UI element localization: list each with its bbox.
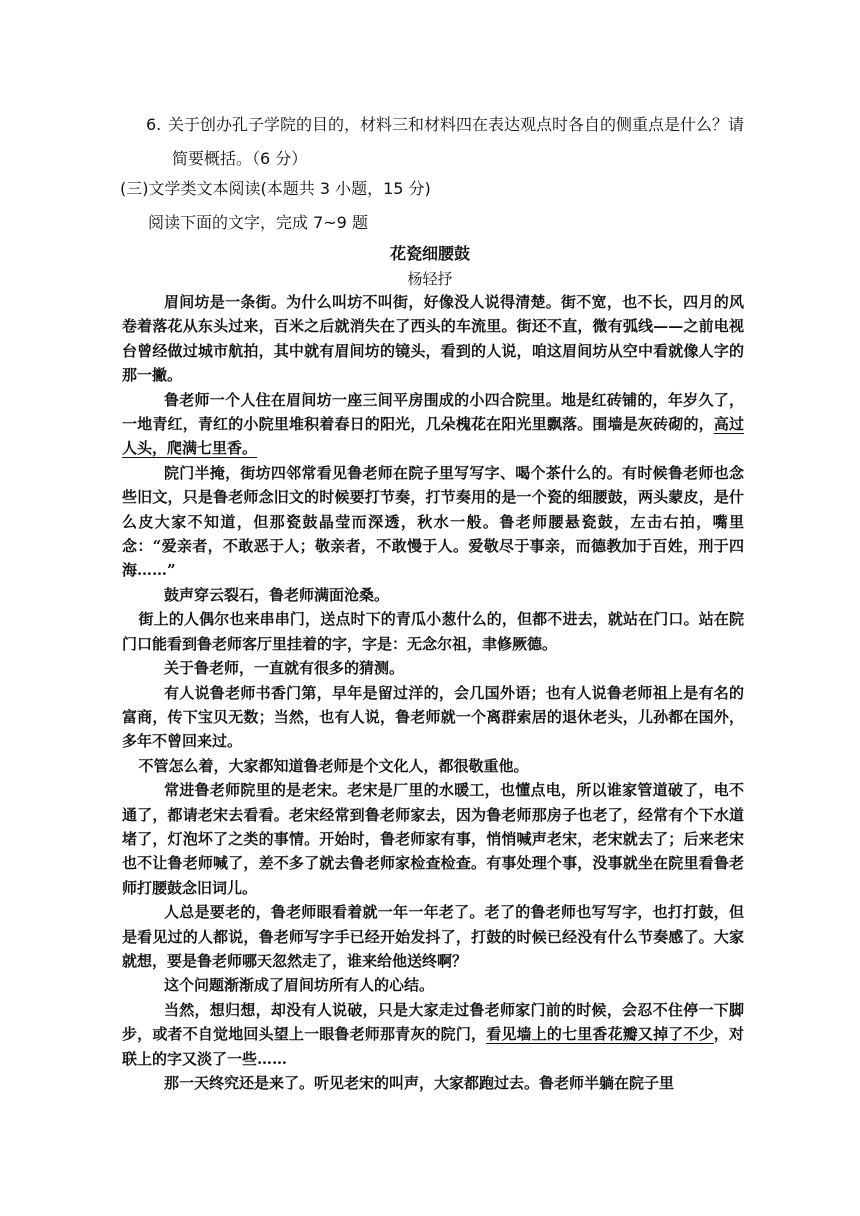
question-text-line1: 关于创办孔子学院的目的，材料三和材料四在表达观点时各自的侧重点是什么？请 xyxy=(168,115,745,134)
reading-instruction: 阅读下面的文字，完成 7~9 题 xyxy=(148,213,368,232)
paragraph: 常进鲁老师院里的是老宋。老宋是厂里的水暖工，也懂点电，所以谁家管道破了，电不通了，都请老宋去看看。老宋经常到鲁老师家去，因为鲁老师那房子也老了，经常有个下水道堵了，灯泡坏了之类的事情。开始时，鲁老师家有事，悄悄喊声老宋，老宋就去了；后来老宋也不让鲁老师喊了，差不多了就去鲁老师家检查检查。有事处理个事，没事就坐在院里看鲁老师打腰鼓念旧词儿。 xyxy=(122,781,744,897)
paragraph: 鼓声穿云裂石，鲁老师满面沧桑。 xyxy=(164,585,390,604)
section-heading: (三)文学类文本阅读(本题共 3 小题，15 分) xyxy=(120,179,431,198)
story-title: 花瓷细腰鼓 xyxy=(389,244,470,263)
paragraph-text: ，对联上的字又淡了一些…… xyxy=(122,1025,744,1068)
paragraph: 院门半掩，街坊四邻常看见鲁老师在院子里写写字、喝个茶什么的。有时候鲁老师也念些旧文，只是鲁老师念旧文的时候要打节奏，打节奏用的是一个瓷的细腰鼓，两头蒙皮，是什么皮大家不知道，但那瓷鼓晶莹而深透，秋水一般。鲁老师腰悬瓷鼓，左击右拍，嘴里念：“爱亲者，不敢恶于人；敬亲者，不敢慢于人。爱敬尽于事亲，而德教加于百姓，刑于四海……” xyxy=(122,463,744,580)
question-6 xyxy=(146,108,746,176)
paragraph xyxy=(122,388,744,461)
paragraph-text: 当然，想归想，却没有人说破，只是大家走过鲁老师家门前的时候，会忍不住停一下脚步，或者不自觉地回头望上一眼鲁老师那青灰的院门， xyxy=(122,1000,744,1044)
paragraph: 那一天终究还是来了。听见老宋的叫声，大家都跑过去。鲁老师半躺在院子里 xyxy=(164,1074,675,1092)
paragraph-text: 鲁老师一个人住在眉间坊一座三间平房围成的小四合院里。地是红砖铺的，年岁久了，一地青红，青红的小院里堆积着春日的阳光，几朵槐花在阳光里飘落。围墙是灰砖砌的， xyxy=(122,390,744,434)
paragraph: 眉间坊是一条街。为什么叫坊不叫街，好像没人说得清楚。街不宽，也不长，四月的风卷着落花从东头过来，百米之后就消失在了西头的车流里。街还不直，微有弧线——之前电视台曾经做过城市航拍，其中就有眉间坊的镜头，看到的人说，咱这眉间坊从空中看就像人字的那一撇。 xyxy=(122,293,744,385)
underlined-phrase: 高过人头，爬满七里香。 xyxy=(122,415,744,458)
underlined-phrase: 看见墙上的七里香花瓣又掉了不少 xyxy=(486,1025,714,1044)
paragraph xyxy=(122,998,744,1071)
paragraph: 关于鲁老师，一直就有很多的猜测。 xyxy=(164,659,405,678)
paragraph: 街上的人偶尔也来串串门，送点时下的青瓜小葱什么的，但都不进去，就站在门口。站在院门口能看到鲁老师客厅里挂着的字，字是：无念尔祖，聿修厥德。 xyxy=(122,610,744,653)
paragraph: 有人说鲁老师书香门第，早年是留过洋的，会几国外语；也有人说鲁老师祖上是有名的富商，传下宝贝无数；当然，也有人说，鲁老师就一个离群索居的退休老头，儿孙都在国外，多年不曾回来过。 xyxy=(122,683,744,751)
paragraph: 这个问题渐渐成了眉间坊所有人的心结。 xyxy=(164,976,435,995)
question-text-line2: 简要概括。（6 分） xyxy=(172,149,308,168)
paragraph: 人总是要老的，鲁老师眼看着就一年一年老了。老了的鲁老师也写写字，也打打鼓，但是看见过的人都说，鲁老师写字手已经开始发抖了，打鼓的时候已经没有什么节奏感了。大家就想，要是鲁老师哪天忽然走了，谁来给他送终啊？ xyxy=(122,903,744,970)
paragraph: 不管怎么着，大家都知道鲁老师是个文化人，都很敬重他。 xyxy=(138,756,529,775)
question-number: 6. xyxy=(146,115,162,134)
story-body xyxy=(122,290,744,1095)
story-author: 杨轻抒 xyxy=(407,270,453,288)
